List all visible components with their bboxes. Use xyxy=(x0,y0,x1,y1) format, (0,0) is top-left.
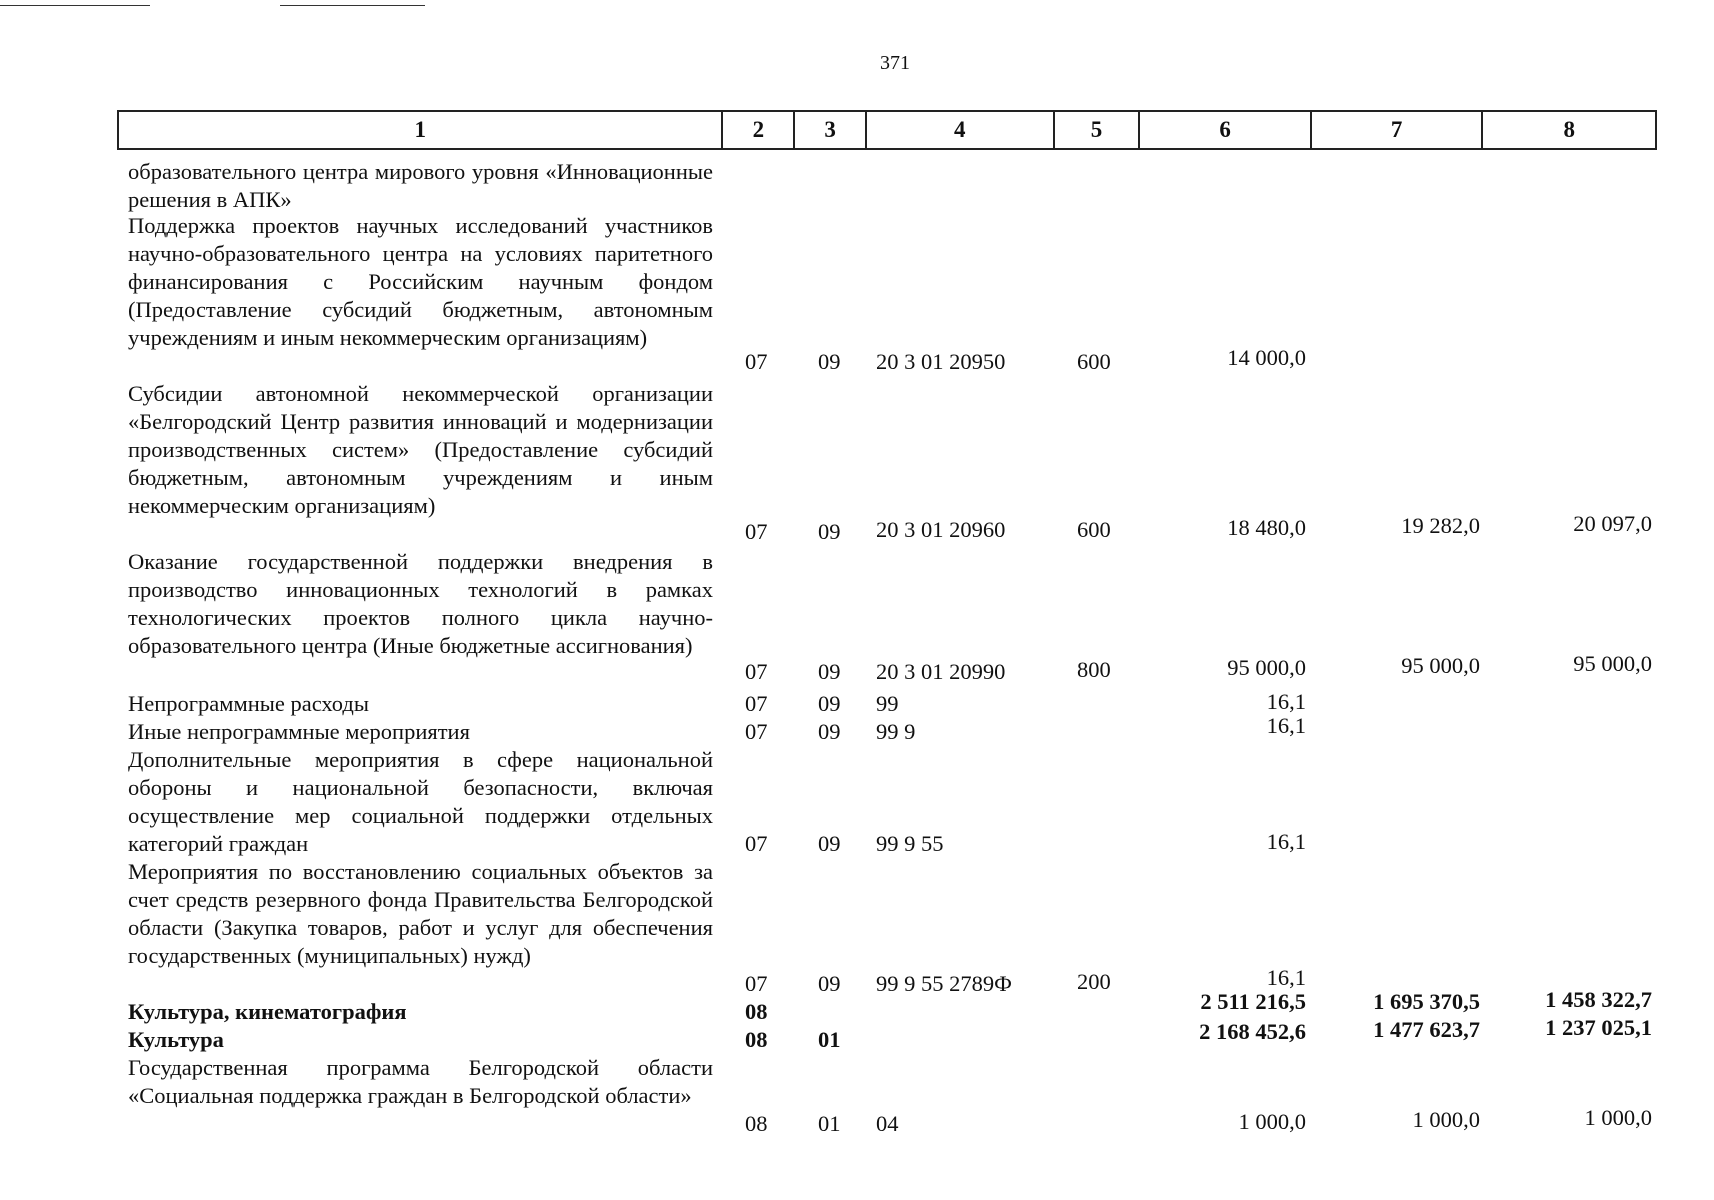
amount-col-7: 1 695 370,5 xyxy=(1373,989,1480,1014)
row-description: Культура xyxy=(128,1027,224,1052)
header-col-4: 4 xyxy=(867,112,1055,148)
amount-col-8: 20 097,0 xyxy=(1573,511,1652,536)
subsection-code: 01 xyxy=(818,1111,841,1136)
row-description: Субсидии автономной некоммерческой организации «Белгородский Центр развития инноваций и модернизации производственных систем» (Предоставление субсидий бюджетным, автономным учреждениям и иным некоммерческим организациям) xyxy=(128,381,713,518)
section-code: 07 xyxy=(745,519,768,544)
amount-col-7: 19 282,0 xyxy=(1401,513,1480,538)
row-description: образовательного центра мирового уровня «Инновационные решения в АПК» xyxy=(128,159,713,212)
amount-col-6: 95 000,0 xyxy=(1227,655,1306,680)
amount-col-7: 1 477 623,7 xyxy=(1373,1017,1480,1042)
subsection-code: 09 xyxy=(818,719,841,744)
amount-col-6: 16,1 xyxy=(1266,965,1306,990)
row-description: Мероприятия по восстановлению социальных объектов за счет средств резервного фонда Правительства Белгородской области (Закупка товаров, работ и услуг для обеспечения государственных (муниципальных) нужд) xyxy=(128,859,713,968)
header-col-7: 7 xyxy=(1312,112,1484,148)
subsection-code: 09 xyxy=(818,659,841,684)
header-col-2: 2 xyxy=(723,112,795,148)
section-code: 07 xyxy=(745,659,768,684)
section-code: 08 xyxy=(745,1027,768,1052)
subsection-code: 09 xyxy=(818,691,841,716)
expense-type-code: 600 xyxy=(1077,349,1111,374)
subsection-code: 09 xyxy=(818,349,841,374)
row-description: Оказание государственной поддержки внедрения в производство инновационных технологий в рамках технологических проектов полного цикла научно-образовательного центра (Иные бюджетные ассигнования) xyxy=(128,549,713,658)
section-code: 08 xyxy=(745,1111,768,1136)
expense-type-code: 200 xyxy=(1077,969,1111,994)
scan-edge-rule-2 xyxy=(280,5,425,6)
amount-col-8: 1 237 025,1 xyxy=(1545,1015,1652,1040)
table-header xyxy=(117,110,1657,150)
row-description: Непрограммные расходы xyxy=(128,691,369,716)
page-number: 371 xyxy=(880,52,910,74)
subsection-code: 09 xyxy=(818,831,841,856)
section-code: 07 xyxy=(745,691,768,716)
target-article-code: 20 3 01 20960 xyxy=(876,517,1006,542)
expense-type-code: 800 xyxy=(1077,657,1111,682)
amount-col-6: 16,1 xyxy=(1266,689,1306,714)
expense-type-code: 600 xyxy=(1077,517,1111,542)
section-code: 08 xyxy=(745,999,768,1024)
row-description: Поддержка проектов научных исследований участников научно-образовательного центра на условиях паритетного финансирования с Российским научным фондом (Предоставление субсидий бюджетным, автономным учреждениям и иным некоммерческим организациям) xyxy=(128,213,713,350)
row-description: Государственная программа Белгородской области «Социальная поддержка граждан в Белгородской области» xyxy=(128,1055,713,1108)
amount-col-6: 16,1 xyxy=(1266,713,1306,738)
subsection-code: 01 xyxy=(818,1027,841,1052)
target-article-code: 99 9 xyxy=(876,719,916,744)
section-code: 07 xyxy=(745,719,768,744)
amount-col-8: 95 000,0 xyxy=(1573,651,1652,676)
amount-col-6: 18 480,0 xyxy=(1227,515,1306,540)
header-col-3: 3 xyxy=(795,112,867,148)
amount-col-6: 1 000,0 xyxy=(1238,1109,1306,1134)
amount-col-8: 1 458 322,7 xyxy=(1545,987,1652,1012)
target-article-code: 99 xyxy=(876,691,899,716)
target-article-code: 99 9 55 2789Ф xyxy=(876,971,1012,996)
amount-col-7: 1 000,0 xyxy=(1412,1107,1480,1132)
section-code: 07 xyxy=(745,349,768,374)
amount-col-7: 95 000,0 xyxy=(1401,653,1480,678)
row-description: Культура, кинематография xyxy=(128,999,407,1024)
section-code: 07 xyxy=(745,971,768,996)
target-article-code: 04 xyxy=(876,1111,899,1136)
scan-edge-rule xyxy=(0,5,150,6)
target-article-code: 20 3 01 20950 xyxy=(876,349,1006,374)
row-description: Дополнительные мероприятия в сфере национальной обороны и национальной безопасности, включая осуществление мер социальной поддержки отдельных категорий граждан xyxy=(128,747,713,856)
header-col-1: 1 xyxy=(119,112,723,148)
subsection-code: 09 xyxy=(818,519,841,544)
amount-col-8: 1 000,0 xyxy=(1584,1105,1652,1130)
header-col-5: 5 xyxy=(1055,112,1141,148)
row-description: Иные непрограммные мероприятия xyxy=(128,719,470,744)
section-code: 07 xyxy=(745,831,768,856)
amount-col-6: 16,1 xyxy=(1266,829,1306,854)
amount-col-6: 2 511 216,5 xyxy=(1200,989,1306,1014)
header-col-8: 8 xyxy=(1563,117,1575,142)
target-article-code: 99 9 55 xyxy=(876,831,944,856)
header-col-6: 6 xyxy=(1140,112,1312,148)
target-article-code: 20 3 01 20990 xyxy=(876,659,1006,684)
amount-col-6: 14 000,0 xyxy=(1227,345,1306,370)
subsection-code: 09 xyxy=(818,971,841,996)
amount-col-6: 2 168 452,6 xyxy=(1199,1019,1306,1044)
